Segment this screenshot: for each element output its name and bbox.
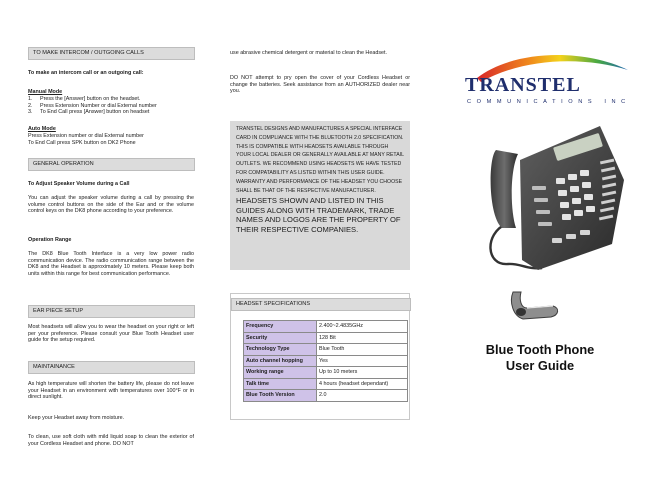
compliance-disclaimer-box xyxy=(230,121,410,270)
manual-mode-steps xyxy=(28,96,198,116)
step-text: Press the [Answer] button on the headset. xyxy=(40,96,141,102)
spec-value: 4 hours (headset dependant) xyxy=(317,378,408,390)
operation-range-title: Operation Range xyxy=(28,237,72,243)
table-row xyxy=(244,321,408,333)
spec-value: 128 Bit xyxy=(317,332,408,344)
auto-mode-line-2: To End Call press SPK button on DK2 Phone xyxy=(28,140,136,146)
table-row xyxy=(244,378,408,390)
cleaning-continued-text: use abrasive chemical detergent or material to clean the Headset. xyxy=(230,50,388,56)
intercom-intro: To make an intercom call or an outgoing call: xyxy=(28,70,144,76)
maintainance-header: MAINTAINANCE xyxy=(28,361,195,374)
do-not-open-text: DO NOT attempt to pry open the cover of your Cordless Headset or change the batteries. Seek assistance from an AUTHORIZED dealer near you. xyxy=(230,75,410,95)
spec-key: Auto channel hopping xyxy=(244,355,317,367)
desk-phone-icon xyxy=(482,120,627,280)
spec-key: Technology Type xyxy=(244,344,317,356)
spec-key: Frequency xyxy=(244,321,317,333)
step-number: 2. xyxy=(28,102,33,109)
logo-subtitle: COMMUNICATIONS INC xyxy=(467,99,631,105)
table-row xyxy=(244,367,408,379)
auto-mode-heading: Auto Mode xyxy=(28,126,56,132)
spec-value: Yes xyxy=(317,355,408,367)
spec-key: Talk time xyxy=(244,378,317,390)
spec-value: Up to 10 meters xyxy=(317,367,408,379)
table-row xyxy=(244,355,408,367)
spec-key: Security xyxy=(244,332,317,344)
spec-value: Blue Tooth xyxy=(317,344,408,356)
manual-step xyxy=(28,96,198,103)
specifications-table xyxy=(243,320,408,402)
manual-step xyxy=(28,109,198,116)
spec-key: Blue Tooth Version xyxy=(244,390,317,402)
step-text: Press Extension Number or dial External number xyxy=(40,102,157,109)
transtel-logo xyxy=(463,52,638,112)
spec-value: 2.0 xyxy=(317,390,408,402)
maintainance-text-1: As high temperature will shorten the battery life, please do not leave your Headset in an environment with temperatures over 100°F or in direct sunlight. xyxy=(28,381,194,401)
general-operation-header: GENERAL OPERATION xyxy=(28,158,195,171)
bluetooth-headset-icon xyxy=(507,286,563,324)
auto-mode-line-1: Press Extension number or dial External number xyxy=(28,133,144,139)
step-number: 1. xyxy=(28,96,33,102)
adjust-volume-text: You can adjust the speaker volume during a call by pressing the volume control buttons on the side of the Ear and or the volume control keys on the DK8 phone according to your preference. xyxy=(28,195,194,215)
operation-range-text: The DK8 Blue Tooth Interface is a very low power radio communication device. The radio communication range between the DK8 and the Headset is approximately 10 meters. Please keep both units within this range for best communication performance. xyxy=(28,251,194,278)
spec-key: Working range xyxy=(244,367,317,379)
table-row xyxy=(244,332,408,344)
table-row xyxy=(244,390,408,402)
maintainance-text-2: Keep your Headset away from moisture. xyxy=(28,415,125,421)
manual-mode-heading: Manual Mode xyxy=(28,89,63,95)
compliance-disclaimer-text: TRANSTEL DESIGNS AND MANUFACTURES A SPECIAL INTERFACE CARD IN COMPLIANCE WITH THE BLUETOOTH 2.0 SPECIFICATION. THIS IS COMPATIBLE WITH HEADSETS AVAILABLE THROUGH YOUR LOCAL DEALER OR GENERALLY AVAILABLE AT MANY RETAIL OUTLETS. WE RECOMMEND USING HEADSETS WE HAVE TESTED FOR COMPATABILITY AS LISTED WITHIN THIS USER GUIDE. WARRANTY AND PERFORMANCE OF THE HEADSET YOU CHOOSE SHALL BE THAT OF THE RESPECTIVE MANUFACTURER. xyxy=(236,126,404,194)
step-number: 3. xyxy=(28,109,33,116)
ear-piece-setup-text: Most headsets will allow you to wear the headset on your right or left per your preference. Please consult your Blue Tooth Headset user guide for the setup required. xyxy=(28,324,194,344)
guide-title-line-2: User Guide xyxy=(505,358,575,373)
headset-specifications-header: HEADSET SPECIFICATIONS xyxy=(231,298,411,311)
ear-piece-setup-header: EAR PIECE SETUP xyxy=(28,305,195,318)
adjust-volume-title: To Adjust Speaker Volume during a Call xyxy=(28,181,130,187)
headset-specifications-box xyxy=(230,293,410,420)
logo-wordmark: TRANSTEL xyxy=(465,74,581,96)
table-row xyxy=(244,344,408,356)
trademark-disclaimer-text: HEADSETS SHOWN AND LISTED IN THIS GUIDES ALONG WITH TRADEMARK, TRADE NAMES AND LOGOS ARE THE PROPERTY OF THEIR RESPECTIVE COMPANIES. xyxy=(236,196,401,234)
manual-step xyxy=(28,103,198,110)
guide-title-line-1: Blue Tooth Phone xyxy=(485,342,595,357)
intercom-section-header: TO MAKE INTERCOM / OUTGOING CALLS xyxy=(28,47,195,60)
maintainance-text-3: To clean, use soft cloth with mild liquid soap to clean the exterior of your Cordless Headset and phone. DO NOT xyxy=(28,434,194,447)
step-text: To End Call press [Answer] button on headset xyxy=(40,109,150,116)
spec-value: 2.400~2.4835GHz xyxy=(317,321,408,333)
